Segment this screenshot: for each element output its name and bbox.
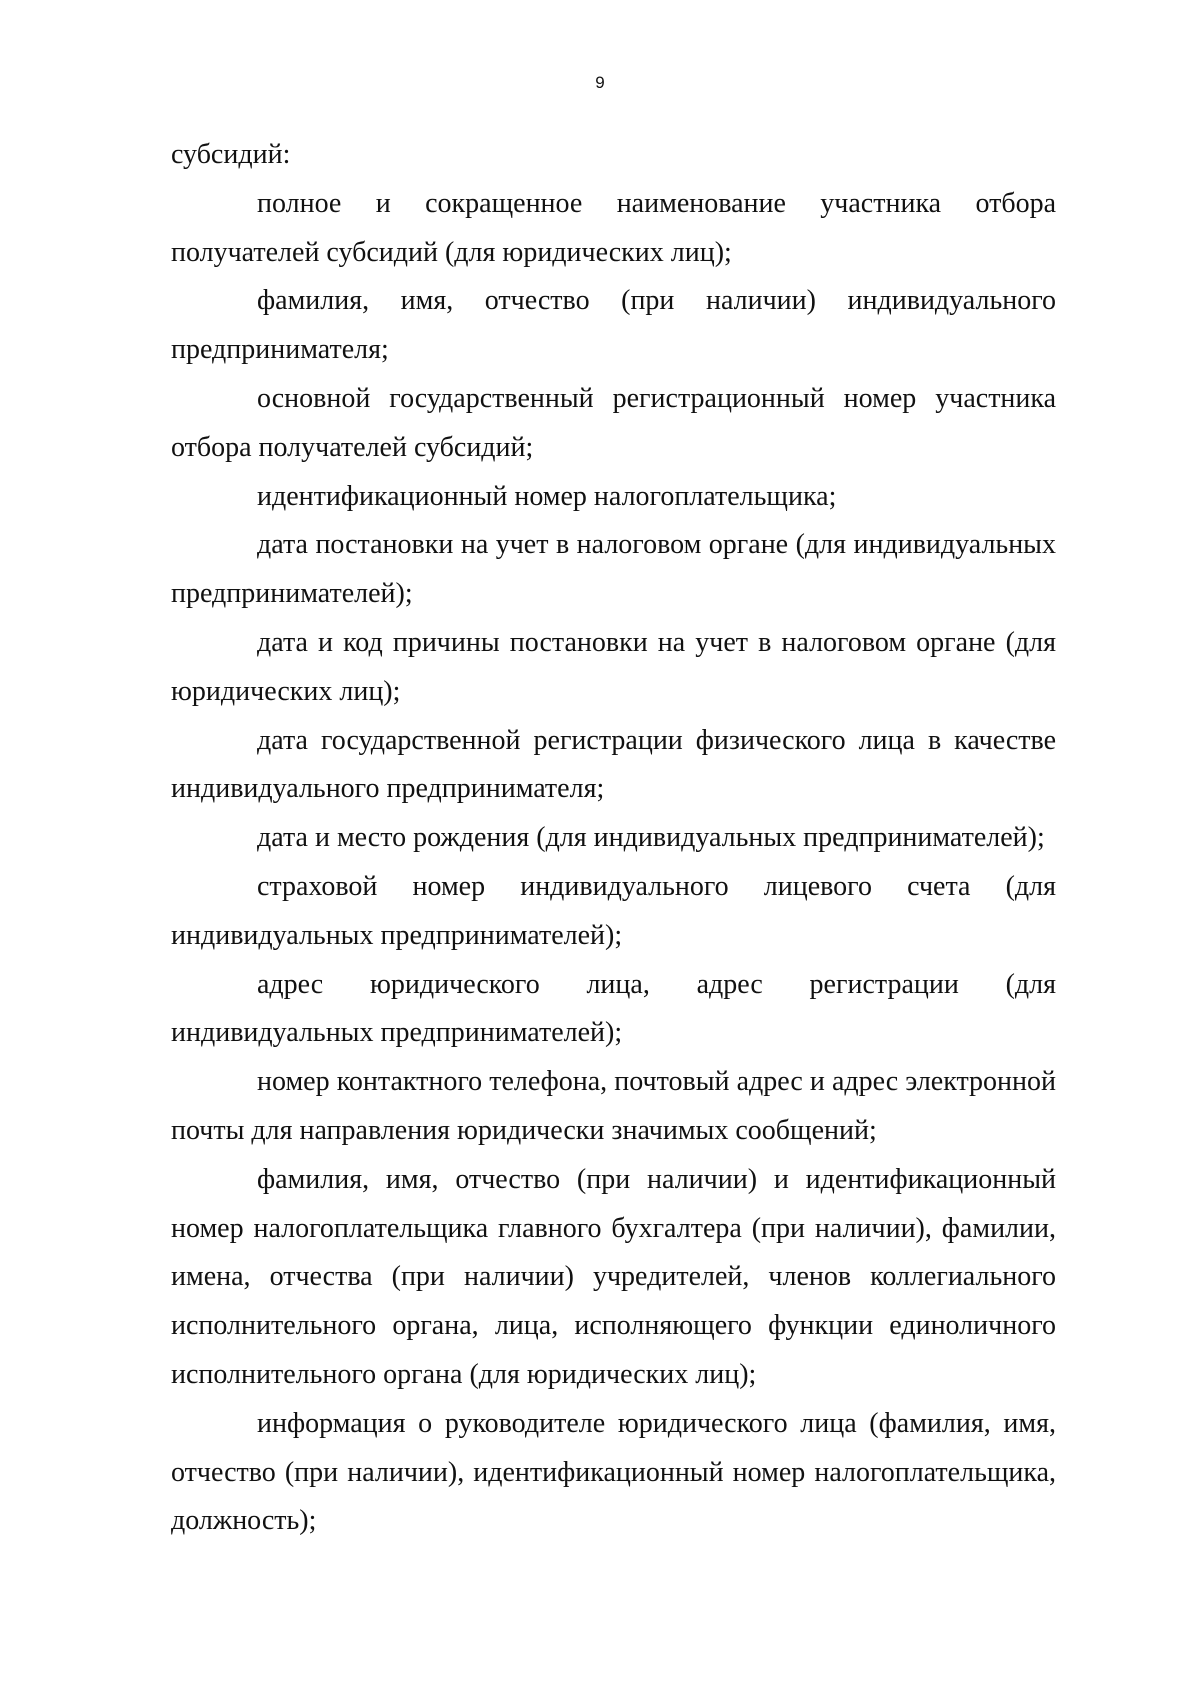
paragraph-kpp: дата и код причины постановки на учет в налоговом органе (для юридических лиц); (171, 626, 1056, 707)
paragraph-tax-registration-date: дата постановки на учет в налоговом органе (для индивидуальных предпринимателей); (171, 529, 1056, 610)
paragraph-inn: идентификационный номер налогоплательщика; (257, 480, 837, 512)
paragraph-officers: фамилия, имя, отчество (при наличии) и идентификационный номер налогоплательщика главного бухгалтера (при наличии), фамилии, имена, отчества (при наличии) учредителей, членов коллегиального исполнительного органа, лица, исполняющего функции единоличного исполнительного органа (для юридических лиц); (171, 1163, 1056, 1390)
page-number: 9 (595, 73, 605, 92)
paragraph-ogrn: основной государственный регистрационный номер участника отбора получателей субсидий; (171, 382, 1056, 463)
paragraph-continuation: субсидий: (171, 139, 291, 170)
paragraph-head-info: информация о руководителе юридического лица (фамилия, имя, отчество (при наличии), идентификационный номер налогоплательщика, должность); (171, 1407, 1056, 1537)
paragraph-entrepreneur-name: фамилия, имя, отчество (при наличии) индивидуального предпринимателя; (171, 285, 1056, 366)
document-body (171, 131, 1056, 1546)
paragraph-state-registration-date: дата государственной регистрации физического лица в качестве индивидуального предпринимателя; (171, 724, 1056, 805)
paragraph-address: адрес юридического лица, адрес регистрации (для индивидуальных предпринимателей); (171, 968, 1056, 1049)
paragraph-contacts: номер контактного телефона, почтовый адрес и адрес электронной почты для направления юридически значимых сообщений; (171, 1066, 1056, 1146)
paragraph-full-short-name: полное и сокращенное наименование участника отбора получателей субсидий (для юридических лиц); (171, 187, 1056, 268)
paragraph-snils: страховой номер индивидуального лицевого счета (для индивидуальных предпринимателей); (171, 870, 1056, 951)
paragraph-birth-date-place: дата и место рождения (для индивидуальных предпринимателей); (257, 822, 1045, 854)
